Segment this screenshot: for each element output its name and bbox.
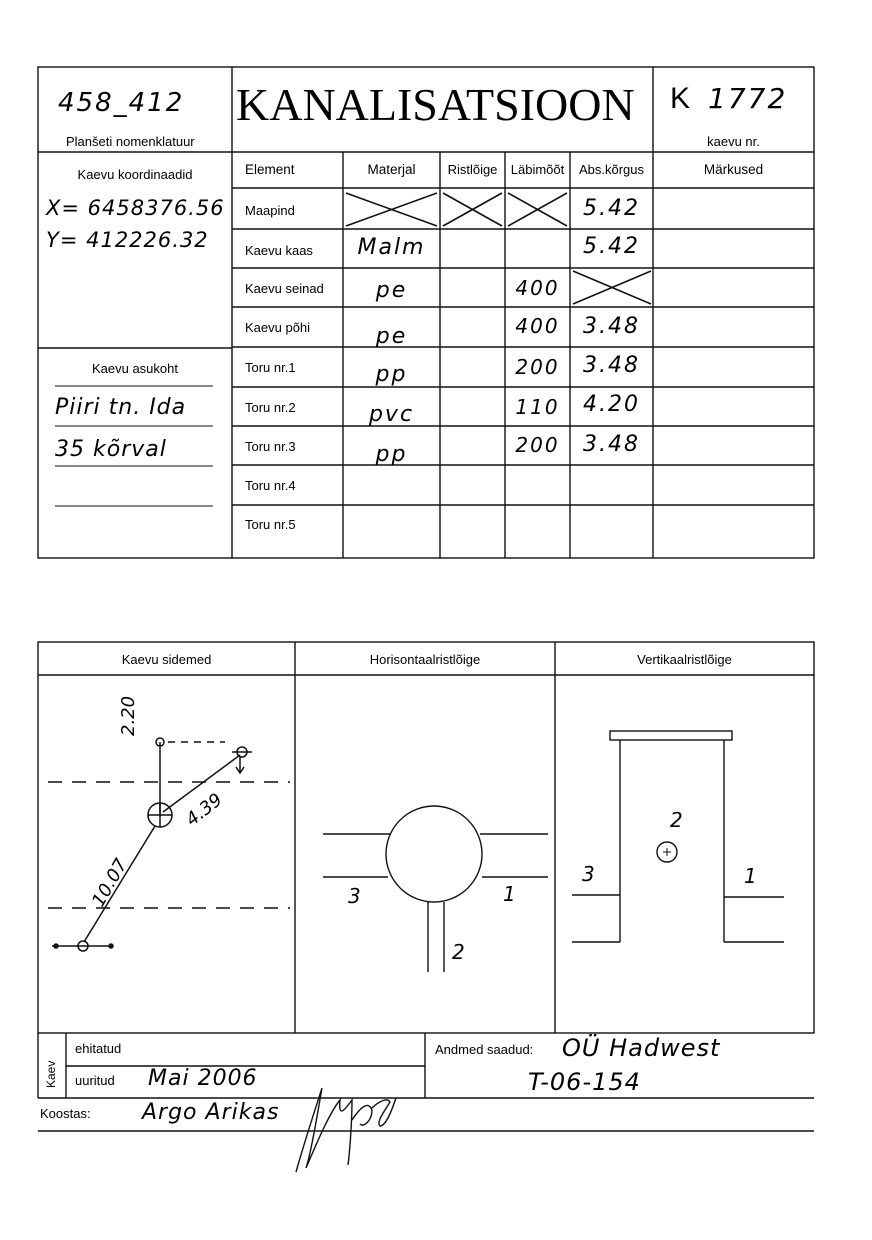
row-element: Kaevu põhi <box>245 320 311 335</box>
coordinate-x: X= 6458376.56 <box>46 196 225 220</box>
row-element: Toru nr.1 <box>245 360 296 375</box>
pipe-label-center: 2 <box>670 808 685 832</box>
panel-title-ties: Kaevu sidemed <box>121 652 212 667</box>
uuritud-value: Mai 2006 <box>148 1066 258 1091</box>
page-title: KANALISATSIOON <box>236 79 635 130</box>
row-element: Toru nr.5 <box>245 517 296 532</box>
location-label: Kaevu asukoht <box>91 361 178 376</box>
row-abs: 3.48 <box>583 353 640 378</box>
andmed-value-code: T-06-154 <box>528 1068 641 1096</box>
row-abs: 3.48 <box>583 432 640 457</box>
distance-label-c: 10.07 <box>88 855 132 911</box>
row-materjal: Malm <box>357 235 426 260</box>
distance-label-b: 4.39 <box>182 789 227 831</box>
row-materjal: pp <box>375 442 408 467</box>
pipe-label-left: 3 <box>348 884 363 908</box>
ties-diagram <box>48 738 290 951</box>
coordinates-label: Kaevu koordinaadid <box>77 167 193 182</box>
pipe-label-left: 3 <box>582 862 597 886</box>
location-line-1: Piiri tn. Ida <box>55 395 187 420</box>
koostas-label: Koostas: <box>40 1106 91 1121</box>
header-abs-korgus: Abs.kõrgus <box>578 162 645 177</box>
row-labimoot: 110 <box>515 395 560 419</box>
header-materjal: Materjal <box>367 162 416 177</box>
row-element: Toru nr.4 <box>245 478 296 493</box>
kaev-label: Kaev <box>44 1060 58 1088</box>
andmed-value-company: OÜ Hadwest <box>562 1034 721 1062</box>
vertical-section-diagram <box>572 731 784 942</box>
row-abs: 4.20 <box>583 392 640 417</box>
ehitatud-label: ehitatud <box>75 1041 122 1056</box>
row-element: Kaevu seinad <box>245 281 324 296</box>
header-ristloige: Ristlõige <box>447 162 498 177</box>
row-element: Toru nr.3 <box>245 439 296 454</box>
row-element: Toru nr.2 <box>245 400 296 415</box>
location-line-2: 35 kõrval <box>55 437 167 462</box>
row-element: Maapind <box>245 203 295 218</box>
row-abs: 3.48 <box>583 314 640 339</box>
row-labimoot: 200 <box>515 355 560 379</box>
panel-title-horizontal: Horisontaalristlõige <box>369 652 481 667</box>
row-materjal: pp <box>375 362 408 387</box>
bottom-form-frame <box>38 642 814 1033</box>
row-abs: 5.42 <box>583 196 640 221</box>
row-labimoot: 400 <box>515 276 560 300</box>
header-labimoot: Läbimõõt <box>510 162 565 177</box>
coordinate-y: Y= 412226.32 <box>46 228 209 252</box>
row-materjal: pe <box>375 278 408 303</box>
row-labimoot: 200 <box>515 433 560 457</box>
row-element: Kaevu kaas <box>245 243 313 258</box>
pipe-label-bottom: 2 <box>452 940 467 964</box>
andmed-label: Andmed saadud: <box>435 1042 534 1057</box>
row-materjal: pe <box>375 324 408 349</box>
signature-scribble <box>296 1088 396 1172</box>
well-prefix: K <box>670 82 691 115</box>
row-materjal: pvc <box>368 402 415 427</box>
well-number-label: kaevu nr. <box>707 134 760 149</box>
pipe-label-right: 1 <box>503 882 518 906</box>
row-labimoot: 400 <box>515 314 560 338</box>
uuritud-label: uuritud <box>75 1073 115 1088</box>
panel-title-vertical: Vertikaalristlõige <box>637 652 732 667</box>
header-markused: Märkused <box>703 162 764 177</box>
sheet-number-value: 458_412 <box>58 88 185 118</box>
koostas-value: Argo Arikas <box>142 1100 280 1125</box>
distance-label-a: 2.20 <box>118 695 139 736</box>
header-element: Element <box>245 162 295 177</box>
well-number-value: 1772 <box>708 82 788 115</box>
sheet-number-label: Planšeti nomenklatuur <box>66 134 195 149</box>
row-abs: 5.42 <box>583 234 640 259</box>
pipe-label-right: 1 <box>744 864 759 888</box>
